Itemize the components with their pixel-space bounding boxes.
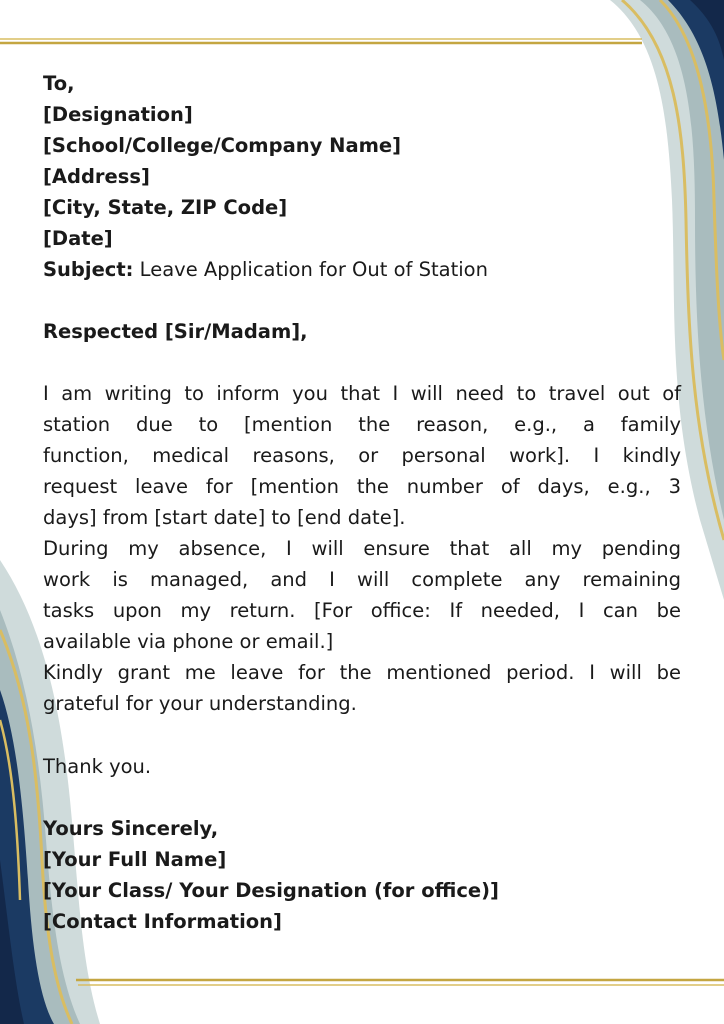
recipient-address: [Address] bbox=[43, 165, 150, 188]
body-line: station due to [mention the reason, e.g., a family bbox=[43, 413, 681, 436]
body-line: During my absence, I will ensure that all my pending bbox=[43, 537, 681, 560]
letter-date: [Date] bbox=[43, 227, 113, 250]
thanks-line: Thank you. bbox=[43, 755, 152, 778]
subject-label: Subject: bbox=[43, 258, 134, 281]
to-line: To, bbox=[43, 72, 75, 95]
subject-line bbox=[43, 254, 681, 285]
body-line: function, medical reasons, or personal work]. I kindly bbox=[43, 444, 681, 467]
subject-text: Leave Application for Out of Station bbox=[133, 258, 488, 281]
sender-contact: [Contact Information] bbox=[43, 910, 282, 933]
body-line: work is managed, and I will complete any remaining bbox=[43, 568, 681, 591]
body-line: grateful for your understanding. bbox=[43, 692, 357, 715]
recipient-designation: [Designation] bbox=[43, 103, 193, 126]
salutation: Respected [Sir/Madam], bbox=[43, 320, 308, 343]
body-line: days] from [start date] to [end date]. bbox=[43, 506, 406, 529]
body-line: request leave for [mention the number of days, e.g., 3 bbox=[43, 475, 681, 498]
body-line: tasks upon my return. [For office: If needed, I can be bbox=[43, 599, 681, 622]
body-line: available via phone or email.] bbox=[43, 630, 334, 653]
sign-off: Yours Sincerely, bbox=[43, 817, 219, 840]
body-line: I am writing to inform you that I will need to travel out of bbox=[43, 382, 681, 405]
recipient-organization: [School/College/Company Name] bbox=[43, 134, 402, 157]
recipient-city: [City, State, ZIP Code] bbox=[43, 196, 288, 219]
body-line: Kindly grant me leave for the mentioned period. I will be bbox=[43, 661, 681, 684]
sender-name: [Your Full Name] bbox=[43, 848, 227, 871]
sender-class: [Your Class/ Your Designation (for office)] bbox=[43, 879, 499, 902]
